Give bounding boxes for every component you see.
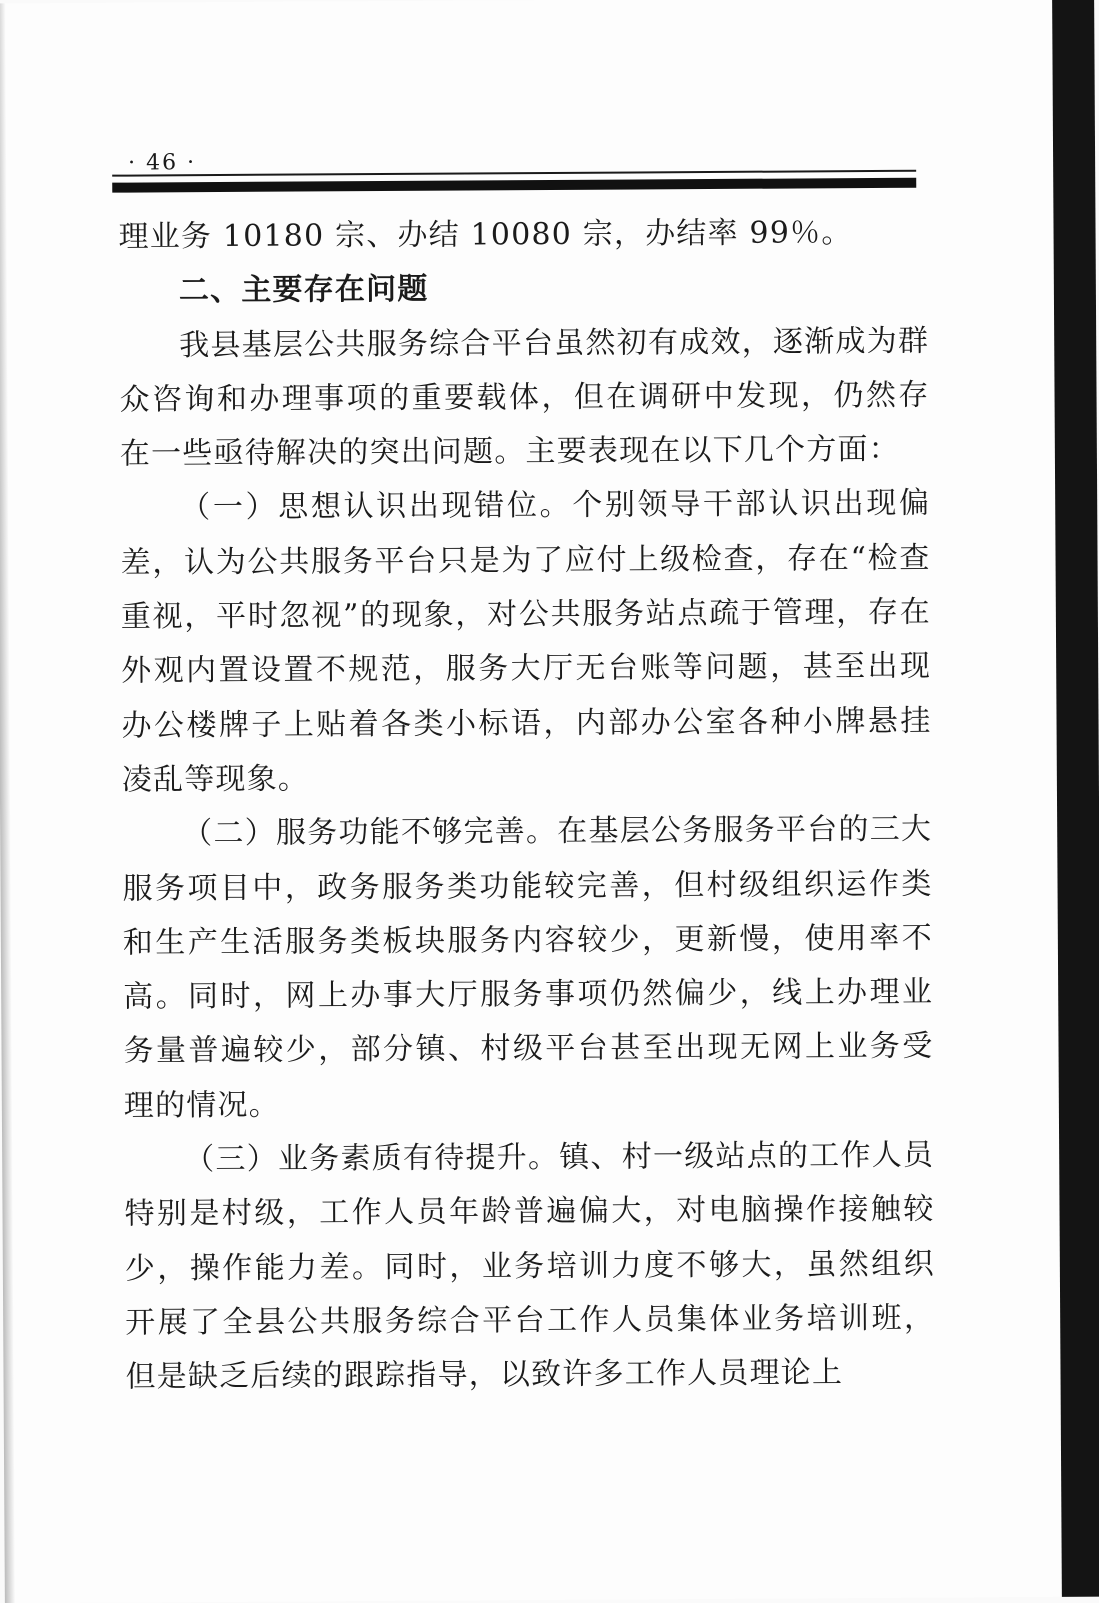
point-1-paragraph: （一）思想认识出现错位。个别领导干部认识出现偏差，认为公共服务平台只是为了应付上级检查，存在“检查重视，平时忽视”的现象，对公共服务站点疏于管理，存在外观内置设置不规范，服务大厅无台账等问题，甚至出现办公楼牌子上贴着各类小标语，内部办公室各种小牌悬挂凌乱等现象。 (120, 486, 932, 798)
point-3-paragraph: （三）业务素质有待提升。镇、村一级站点的工作人员特别是村级，工作人员年龄普遍偏大，对电脑操作接触较少，操作能力差。同时，业务培训力度不够大，虽然组织开展了全县公共服务综合平台工作人员集体业务培训班，但是缺乏后续的跟踪指导，以致许多工作人员理论上 (124, 1137, 936, 1395)
section-heading: 二、主要存在问题 (178, 272, 429, 309)
header-rule-thick (112, 178, 916, 193)
scan-border-right (1052, 0, 1099, 1597)
intro-paragraph: 我县基层公共服务综合平台虽然初有成效，逐渐成为群众咨询和办理事项的重要载体，但在调研中发现，仍然存在一些亟待解决的突出问题。主要表现在以下几个方面： (119, 323, 930, 472)
header-rule-thin (112, 170, 916, 177)
scan-shadow-left (0, 3, 15, 1603)
point-2-paragraph: （二）服务功能不够完善。在基层公务服务平台的三大服务项目中，政务服务类功能较完善，但村级组织运作类和生产生活服务类板块服务内容较少，更新慢，使用率不高。同时，网上办事大厅服务事项仍然偏少，线上办理业务量普遍较少，部分镇、村级平台甚至出现无网上业务受理的情况。 (122, 811, 934, 1124)
continuation-paragraph: 理业务 10180 宗、办结 10080 宗，办结率 99％。 (118, 215, 853, 255)
body-text (118, 206, 935, 1405)
page-number: · 46 · (128, 150, 197, 176)
